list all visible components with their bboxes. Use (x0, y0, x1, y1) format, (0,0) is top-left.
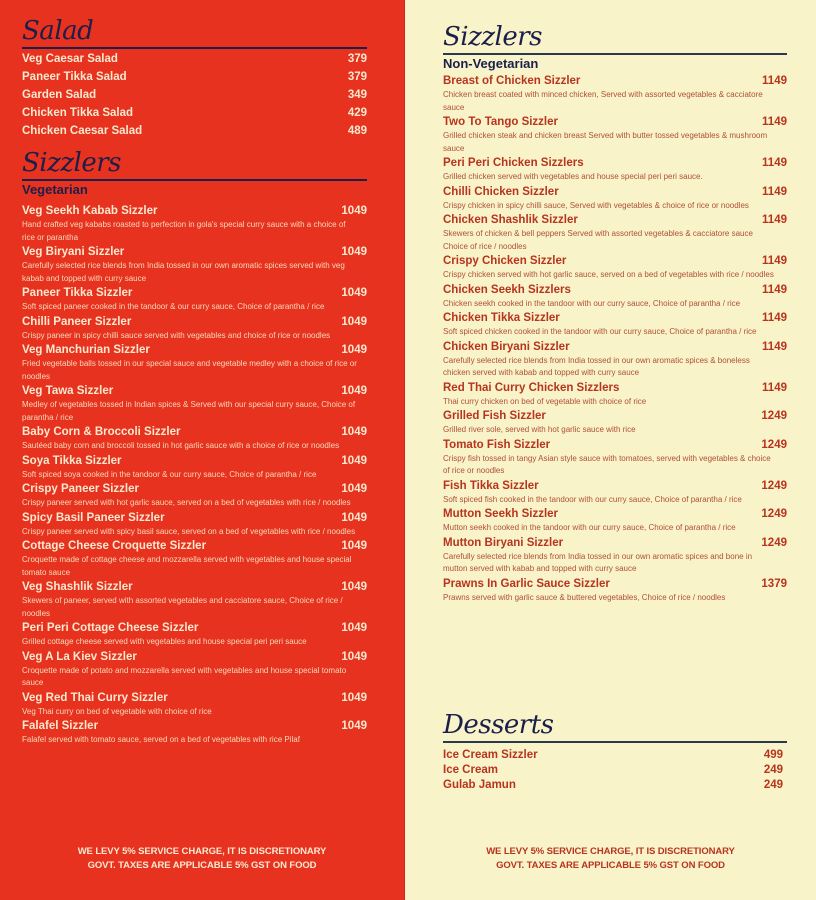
menu-item (443, 380, 787, 409)
item-name: Spicy Basil Paneer Sizzler (22, 511, 165, 524)
menu-item (443, 155, 787, 184)
item-price: 249 (763, 764, 783, 776)
menu-item (22, 285, 367, 314)
item-price: 1149 (762, 283, 787, 296)
item-name: Paneer Tikka Salad (22, 71, 127, 83)
menu-item (22, 122, 367, 140)
item-description: Carefully selected rice blends from India tossed in our own aromatic spices and bone in mutton served with kabab and topped with curry sauce (443, 551, 753, 573)
item-price: 379 (347, 53, 367, 65)
menu-item (443, 114, 787, 155)
service-charge-line: WE LEVY 5% SERVICE CHARGE, IT IS DISCRETIONARY (486, 846, 735, 857)
menu-item (22, 50, 367, 68)
item-price: 1149 (762, 312, 787, 324)
item-name: Ice Cream (443, 764, 498, 776)
item-description: Sautéed baby corn and broccoli tossed in hot garlic sauce with a choice of rice or noodles (22, 441, 340, 450)
menu-item (22, 453, 367, 482)
item-price: 1249 (761, 479, 787, 492)
item-description: Grilled cottage cheese served with vegetables and house special peri peri sauce (22, 637, 307, 646)
menu-item (443, 408, 787, 437)
menu-item (22, 620, 367, 649)
menu-item (443, 535, 787, 576)
service-charge-line: WE LEVY 5% SERVICE CHARGE, IT IS DISCRETIONARY (77, 846, 327, 857)
item-description: Skewers of paneer, served with assorted vegetables and cacciatore sauce, Choice of rice / noodles (22, 596, 343, 618)
menu-item (22, 203, 367, 244)
item-price: 1049 (341, 511, 367, 524)
item-price: 1249 (761, 536, 787, 549)
desserts-list (443, 748, 787, 793)
item-price: 1049 (341, 720, 367, 732)
item-name: Ice Cream Sizzler (443, 749, 538, 761)
item-description: Crispy paneer in spicy chilli sauce served with vegetables and choice of rice or noodles (22, 330, 331, 340)
menu-item (443, 212, 787, 253)
item-name: Breast of Chicken Sizzler (443, 75, 581, 87)
item-price: 1049 (341, 246, 367, 258)
item-description: Croquette made of potato and mozzarella served with vegetables and house special tomato sauce (22, 665, 347, 687)
item-description: Crispy chicken in spicy chilli sauce, Served with vegetables & choice of rice or noodles (443, 200, 749, 210)
item-description: Carefully selected rice blends from India tossed in our own aromatic spices served with veg kabab and topped with curry sauce (22, 261, 345, 283)
sizzlers-heading: Sizzlers (22, 148, 121, 178)
item-name: Veg Caesar Salad (22, 53, 118, 65)
item-price: 1149 (762, 116, 787, 128)
item-description: Hand crafted veg kababs roasted to perfection in gola's special curry sauce with a choice of rice or parantha (22, 220, 346, 242)
menu-item (22, 510, 367, 539)
item-description: Prawns served with garlic sauce & buttered vegetables, Choice of rice / noodles (443, 592, 726, 602)
menu-item (22, 104, 367, 122)
menu-item (22, 538, 367, 579)
heading-divider (22, 179, 367, 181)
item-description: Fried vegetable balls tossed in our special sauce and vegetable medley with a choice of rice or noodles (22, 359, 357, 381)
menu-item (443, 748, 783, 763)
item-price: 1049 (341, 581, 367, 593)
item-price: 349 (347, 89, 367, 101)
item-price: 1049 (341, 315, 367, 328)
item-price: 1149 (762, 255, 787, 267)
item-price: 1049 (341, 622, 367, 634)
item-name: Grilled Fish Sizzler (443, 410, 546, 422)
item-description: Thai curry chicken on bed of vegetable with choice of rice (443, 396, 647, 406)
item-price: 1049 (341, 540, 367, 552)
item-price: 249 (763, 779, 783, 791)
item-name: Mutton Biryani Sizzler (443, 536, 564, 549)
menu-item (22, 244, 367, 285)
item-description: Grilled chicken served with vegetables and house special peri peri sauce. (443, 172, 703, 181)
item-price: 1149 (762, 214, 787, 226)
item-price: 1049 (341, 426, 367, 438)
menu-item (443, 73, 787, 114)
menu-item (22, 481, 367, 510)
item-price: 1249 (761, 508, 787, 520)
item-price: 1149 (762, 75, 787, 87)
nonveg-sizzler-list (443, 73, 787, 604)
item-name: Cottage Cheese Croquette Sizzler (22, 540, 207, 552)
item-name: Crispy Chicken Sizzler (443, 255, 567, 267)
item-name: Falafel Sizzler (22, 720, 99, 732)
item-name: Chicken Shashlik Sizzler (443, 214, 578, 226)
desserts-section (443, 710, 787, 793)
menu-item (443, 282, 787, 311)
salad-list (22, 50, 367, 140)
item-name: Garden Salad (22, 89, 97, 101)
item-name: Baby Corn & Broccoli Sizzler (22, 426, 181, 438)
item-name: Chilli Paneer Sizzler (22, 315, 132, 328)
item-price: 1149 (762, 381, 787, 394)
non-vegetarian-subheading: Non-Vegetarian (443, 56, 539, 71)
item-price: 1049 (341, 650, 367, 663)
item-description: Soft spiced soya cooked in the tandoor & our curry sauce, Choice of parantha / rice (22, 469, 317, 479)
item-name: Mutton Seekh Sizzler (443, 508, 559, 520)
menu-item (443, 339, 787, 380)
menu-item (22, 68, 367, 86)
service-charge-notice (0, 845, 404, 873)
item-name: Tomato Fish Sizzler (443, 438, 551, 451)
menu-item (22, 86, 367, 104)
item-name: Veg A La Kiev Sizzler (22, 650, 137, 663)
item-price: 1049 (341, 287, 367, 299)
item-description: Soft spiced chicken cooked in the tandoor with our curry sauce, Choice of parantha / rice (443, 327, 757, 336)
item-price: 1379 (761, 577, 787, 590)
item-description: Crispy chicken served with hot garlic sauce, served on a bed of vegetables with rice / noodles (443, 270, 774, 279)
menu-item (22, 718, 367, 747)
item-price: 1149 (762, 340, 787, 353)
item-description: Crispy paneer served with hot garlic sauce, served on a bed of vegetables with rice / noodles (22, 498, 351, 507)
heading-divider (22, 47, 367, 49)
menu-item (22, 579, 367, 620)
item-name: Paneer Tikka Sizzler (22, 287, 133, 299)
item-description: Soft spiced paneer cooked in the tandoor & our curry sauce, Choice of parantha / rice (22, 302, 325, 311)
item-name: Veg Manchurian Sizzler (22, 344, 150, 356)
item-name: Two To Tango Sizzler (443, 116, 558, 128)
item-description: Grilled river sole, served with hot garlic sauce with rice (443, 425, 636, 434)
item-price: 489 (347, 125, 367, 137)
item-description: Chicken seekh cooked in the tandoor with our curry sauce, Choice of parantha / rice (443, 298, 741, 308)
item-price: 1149 (762, 185, 787, 198)
item-name: Prawns In Garlic Sauce Sizzler (443, 577, 610, 590)
menu-item (443, 763, 783, 778)
item-name: Veg Shashlik Sizzler (22, 581, 133, 593)
item-name: Chicken Tikka Salad (22, 107, 134, 119)
menu-item (443, 437, 787, 478)
item-name: Veg Red Thai Curry Sizzler (22, 691, 168, 704)
item-name: Chicken Seekh Sizzlers (443, 283, 571, 296)
service-charge-notice (405, 845, 816, 873)
menu-item (443, 310, 787, 339)
menu-item (443, 253, 787, 282)
heading-divider (443, 53, 787, 55)
item-price: 1149 (762, 157, 787, 169)
menu-item (22, 649, 367, 690)
item-price: 1049 (341, 385, 367, 397)
item-name: Veg Tawa Sizzler (22, 385, 114, 397)
item-description: Croquette made of cottage cheese and mozzarella served with vegetables and house special tomato sauce (22, 555, 352, 577)
item-name: Fish Tikka Sizzler (443, 479, 539, 492)
item-description: Chicken breast coated with minced chicken, Served with assorted vegetables & cacciatore sauce (443, 90, 763, 112)
menu-item (22, 424, 367, 453)
item-price: 1249 (761, 410, 787, 422)
item-price: 1049 (341, 454, 367, 467)
item-name: Gulab Jamun (443, 779, 516, 791)
item-name: Veg Biryani Sizzler (22, 246, 125, 258)
item-price: 1049 (341, 483, 367, 495)
menu-item (443, 184, 787, 213)
item-name: Veg Seekh Kabab Sizzler (22, 205, 158, 217)
item-description: Medley of vegetables tossed in Indian spices & Served with our special curry sauce, Choice of parantha / rice (22, 400, 356, 422)
gst-line: GOVT. TAXES ARE APPLICABLE 5% GST ON FOOD (496, 860, 725, 871)
left-menu-page (0, 0, 405, 900)
menu-item (443, 778, 783, 793)
menu-item (22, 314, 367, 343)
nonveg-sizzlers-section (443, 22, 787, 604)
item-price: 379 (347, 71, 367, 83)
item-price: 499 (763, 749, 783, 761)
menu-item (443, 576, 787, 605)
item-description: Grilled chicken steak and chicken breast Served with butter tossed vegetables & mushroom sauce (443, 131, 768, 153)
right-menu-page (405, 0, 816, 900)
veg-sizzler-list (22, 203, 367, 747)
item-price: 429 (347, 107, 367, 119)
item-name: Chicken Biryani Sizzler (443, 340, 570, 353)
item-description: Skewers of chicken & bell peppers Served with assorted vegetables & cacciatore sauce Choice of rice / noodles (443, 229, 753, 251)
menu-item (443, 478, 787, 507)
item-name: Red Thai Curry Chicken Sizzlers (443, 381, 620, 394)
item-name: Chilli Chicken Sizzler (443, 185, 559, 198)
menu-item (443, 506, 787, 535)
heading-divider (443, 741, 787, 743)
veg-sizzlers-section (22, 148, 367, 747)
item-description: Carefully selected rice blends from India tossed in our own aromatic spices & boneless chicken served with kabab and topped with curry sauce (443, 355, 750, 377)
item-name: Chicken Tikka Sizzler (443, 312, 560, 324)
menu-item (22, 690, 367, 719)
item-description: Soft spiced fish cooked in the tandoor with our curry sauce, Choice of parantha / rice (443, 494, 742, 504)
item-description: Mutton seekh cooked in the tandoor with our curry sauce, Choice of parantha / rice (443, 523, 736, 532)
item-name: Soya Tikka Sizzler (22, 454, 122, 467)
salad-heading: Salad (22, 16, 94, 46)
item-price: 1049 (341, 205, 367, 217)
item-name: Chicken Caesar Salad (22, 125, 143, 137)
salad-section (22, 16, 367, 140)
menu-item (22, 383, 367, 424)
item-description: Crispy paneer served with spicy basil sauce, served on a bed of vegetables with rice / noodles (22, 526, 356, 536)
item-description: Veg Thai curry on bed of vegetable with choice of rice (22, 706, 212, 716)
item-description: Falafel served with tomato sauce, served on a bed of vegetables with rice Pilaf (22, 735, 300, 744)
desserts-heading: Desserts (443, 710, 554, 740)
gst-line: GOVT. TAXES ARE APPLICABLE 5% GST ON FOOD (87, 860, 317, 871)
item-name: Peri Peri Cottage Cheese Sizzler (22, 622, 199, 634)
item-description: Crispy fish tossed in tangy Asian style sauce with tomatoes, served with vegetables & choice of rice or noodles (443, 453, 771, 475)
item-name: Peri Peri Chicken Sizzlers (443, 157, 584, 169)
menu-item (22, 342, 367, 383)
item-price: 1049 (341, 344, 367, 356)
vegetarian-subheading: Vegetarian (22, 182, 88, 197)
sizzlers-heading: Sizzlers (443, 22, 542, 52)
item-price: 1249 (761, 438, 787, 451)
item-name: Crispy Paneer Sizzler (22, 483, 139, 495)
item-price: 1049 (341, 691, 367, 704)
